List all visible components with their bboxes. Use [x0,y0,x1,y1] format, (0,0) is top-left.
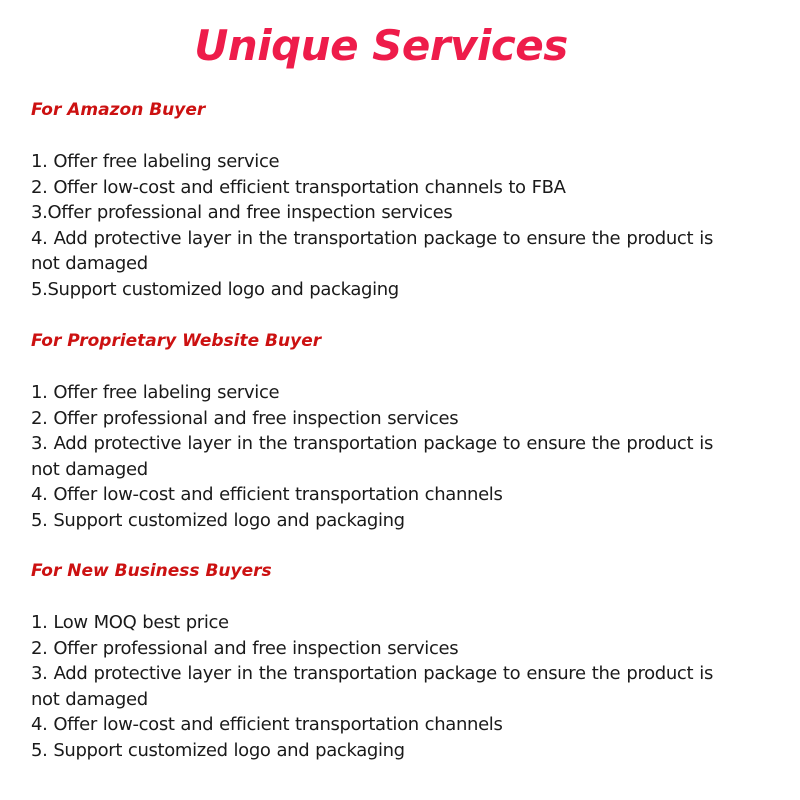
list-item: 4. Add protective layer in the transportation package to ensure the product is not damaged [31,227,713,275]
section-new-business-buyers [31,559,713,764]
list-item: 4. Offer low-cost and efficient transportation channels [31,714,503,736]
service-list [31,380,713,534]
list-item: 2. Offer low-cost and efficient transportation channels to FBA [31,176,566,198]
list-item: 4. Offer low-cost and efficient transportation channels [31,484,503,506]
list-item: 3.Offer professional and free inspection services [31,202,453,224]
list-item: 5. Support customized logo and packaging [31,509,405,531]
page-title: Unique Services [194,21,568,70]
list-item: 3. Add protective layer in the transportation package to ensure the product is not damaged [31,433,713,480]
section-heading: For New Business Buyers [31,561,272,581]
list-item: 1. Offer free labeling service [31,151,280,172]
list-item: 1. Low MOQ best price [31,612,229,633]
section-heading: For Amazon Buyer [31,100,206,120]
service-list [31,149,713,303]
list-item: 5.Support customized logo and packaging [31,278,399,300]
section-amazon-buyer [31,98,713,303]
section-proprietary-website-buyer [31,329,713,534]
list-item: 1. Offer free labeling service [31,382,280,403]
service-list [31,610,713,764]
list-item: 2. Offer professional and free inspection services [31,637,459,659]
list-item: 3. Add protective layer in the transportation package to ensure the product is not damaged [31,663,713,710]
list-item: 5. Support customized logo and packaging [31,739,405,761]
list-item: 2. Offer professional and free inspection services [31,407,459,429]
section-heading: For Proprietary Website Buyer [31,331,322,351]
